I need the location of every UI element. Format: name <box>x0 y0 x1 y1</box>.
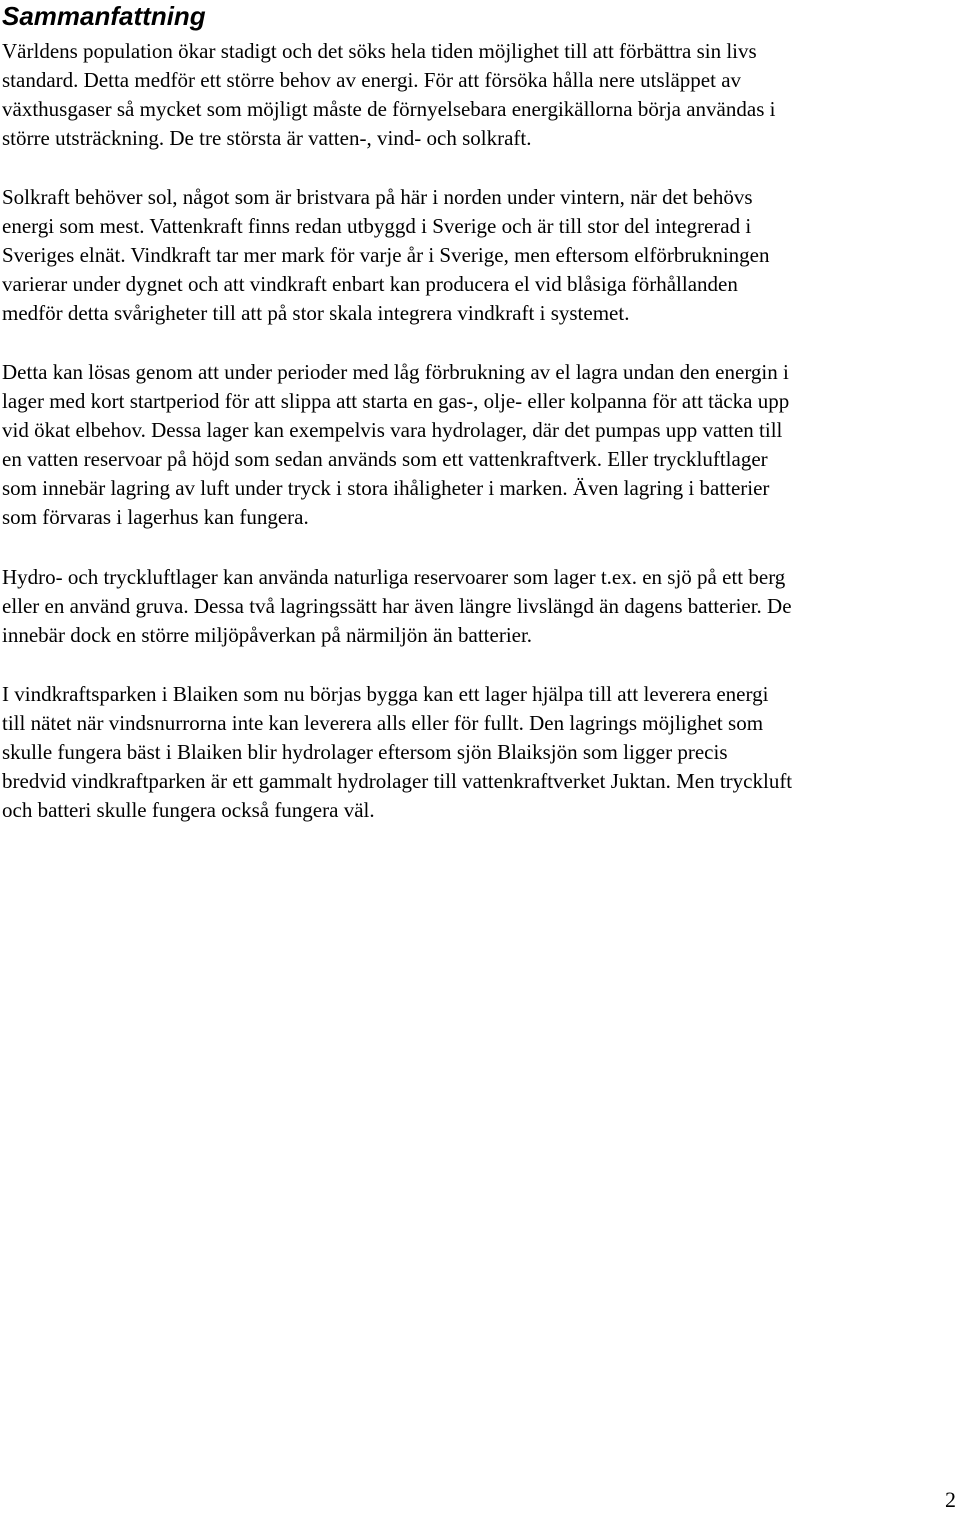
text-line: större utsträckning. De tre största är vatten-, vind- och solkraft. <box>2 126 532 150</box>
text-line: lager med kort startperiod för att slippa att starta en gas-, olje- eller kolpanna för att täcka upp <box>2 389 790 413</box>
text-line: Sveriges elnät. Vindkraft tar mer mark för varje år i Sverige, men eftersom elförbrukningen <box>2 243 770 267</box>
paragraph-storage-solutions <box>2 358 958 532</box>
text-line: Solkraft behöver sol, något som är bristvara på här i norden under vintern, när det behövs <box>2 185 753 209</box>
paragraph-blaiken <box>2 680 958 825</box>
text-line: vid ökat elbehov. Dessa lager kan exempelvis vara hydrolager, där det pumpas upp vatten till <box>2 418 783 442</box>
paragraph-energy-sources <box>2 183 958 328</box>
page-number: 2 <box>945 1487 956 1512</box>
section-heading: Sammanfattning <box>2 1 206 31</box>
text-line: I vindkraftsparken i Blaiken som nu börjas bygga kan ett lager hjälpa till att leverera energi <box>2 682 769 706</box>
text-line: Hydro- och tryckluftlager kan använda naturliga reservoarer som lager t.ex. en sjö på ett berg <box>2 565 786 589</box>
text-line: till nätet när vindsnurrorna inte kan leverera alls eller för fullt. Den lagrings möjlighet som <box>2 711 764 735</box>
text-line: skulle fungera bäst i Blaiken blir hydrolager eftersom sjön Blaiksjön som ligger precis <box>2 740 728 764</box>
text-line: en vatten reservoar på höjd som sedan används som ett vattenkraftverk. Eller tryckluftlager <box>2 447 768 471</box>
text-line: Världens population ökar stadigt och det söks hela tiden möjlighet till att förbättra sin livs <box>2 39 757 63</box>
text-line: växthusgaser så mycket som möjligt måste de förnyelsebara energikällorna börja användas i <box>2 97 776 121</box>
paragraph-summary-intro <box>2 37 958 153</box>
text-line: som förvaras i lagerhus kan fungera. <box>2 505 309 529</box>
text-line: eller en använd gruva. Dessa två lagringssätt har även längre livslängd än dagens batterier. De <box>2 594 792 618</box>
text-line: standard. Detta medför ett större behov av energi. För att försöka hålla nere utsläppet av <box>2 68 742 92</box>
text-line: bredvid vindkraftparken är ett gammalt hydrolager till vattenkraftverket Juktan. Men tryckluft <box>2 769 793 793</box>
text-line: medför detta svårigheter till att på stor skala integrera vindkraft i systemet. <box>2 301 630 325</box>
text-line: varierar under dygnet och att vindkraft enbart kan producera el vid blåsiga förhållanden <box>2 272 738 296</box>
text-line: Detta kan lösas genom att under perioder med låg förbrukning av el lagra undan den energin i <box>2 360 789 384</box>
paragraph-hydro-air-storage <box>2 563 958 650</box>
text-line: innebär dock en större miljöpåverkan på närmiljön än batterier. <box>2 623 533 647</box>
text-line: som innebär lagring av luft under tryck i stora ihåligheter i marken. Även lagring i batterier <box>2 476 770 500</box>
text-line: och batteri skulle fungera också fungera väl. <box>2 798 375 822</box>
text-line: energi som mest. Vattenkraft finns redan utbyggd i Sverige och är till stor del integrerad i <box>2 214 752 238</box>
